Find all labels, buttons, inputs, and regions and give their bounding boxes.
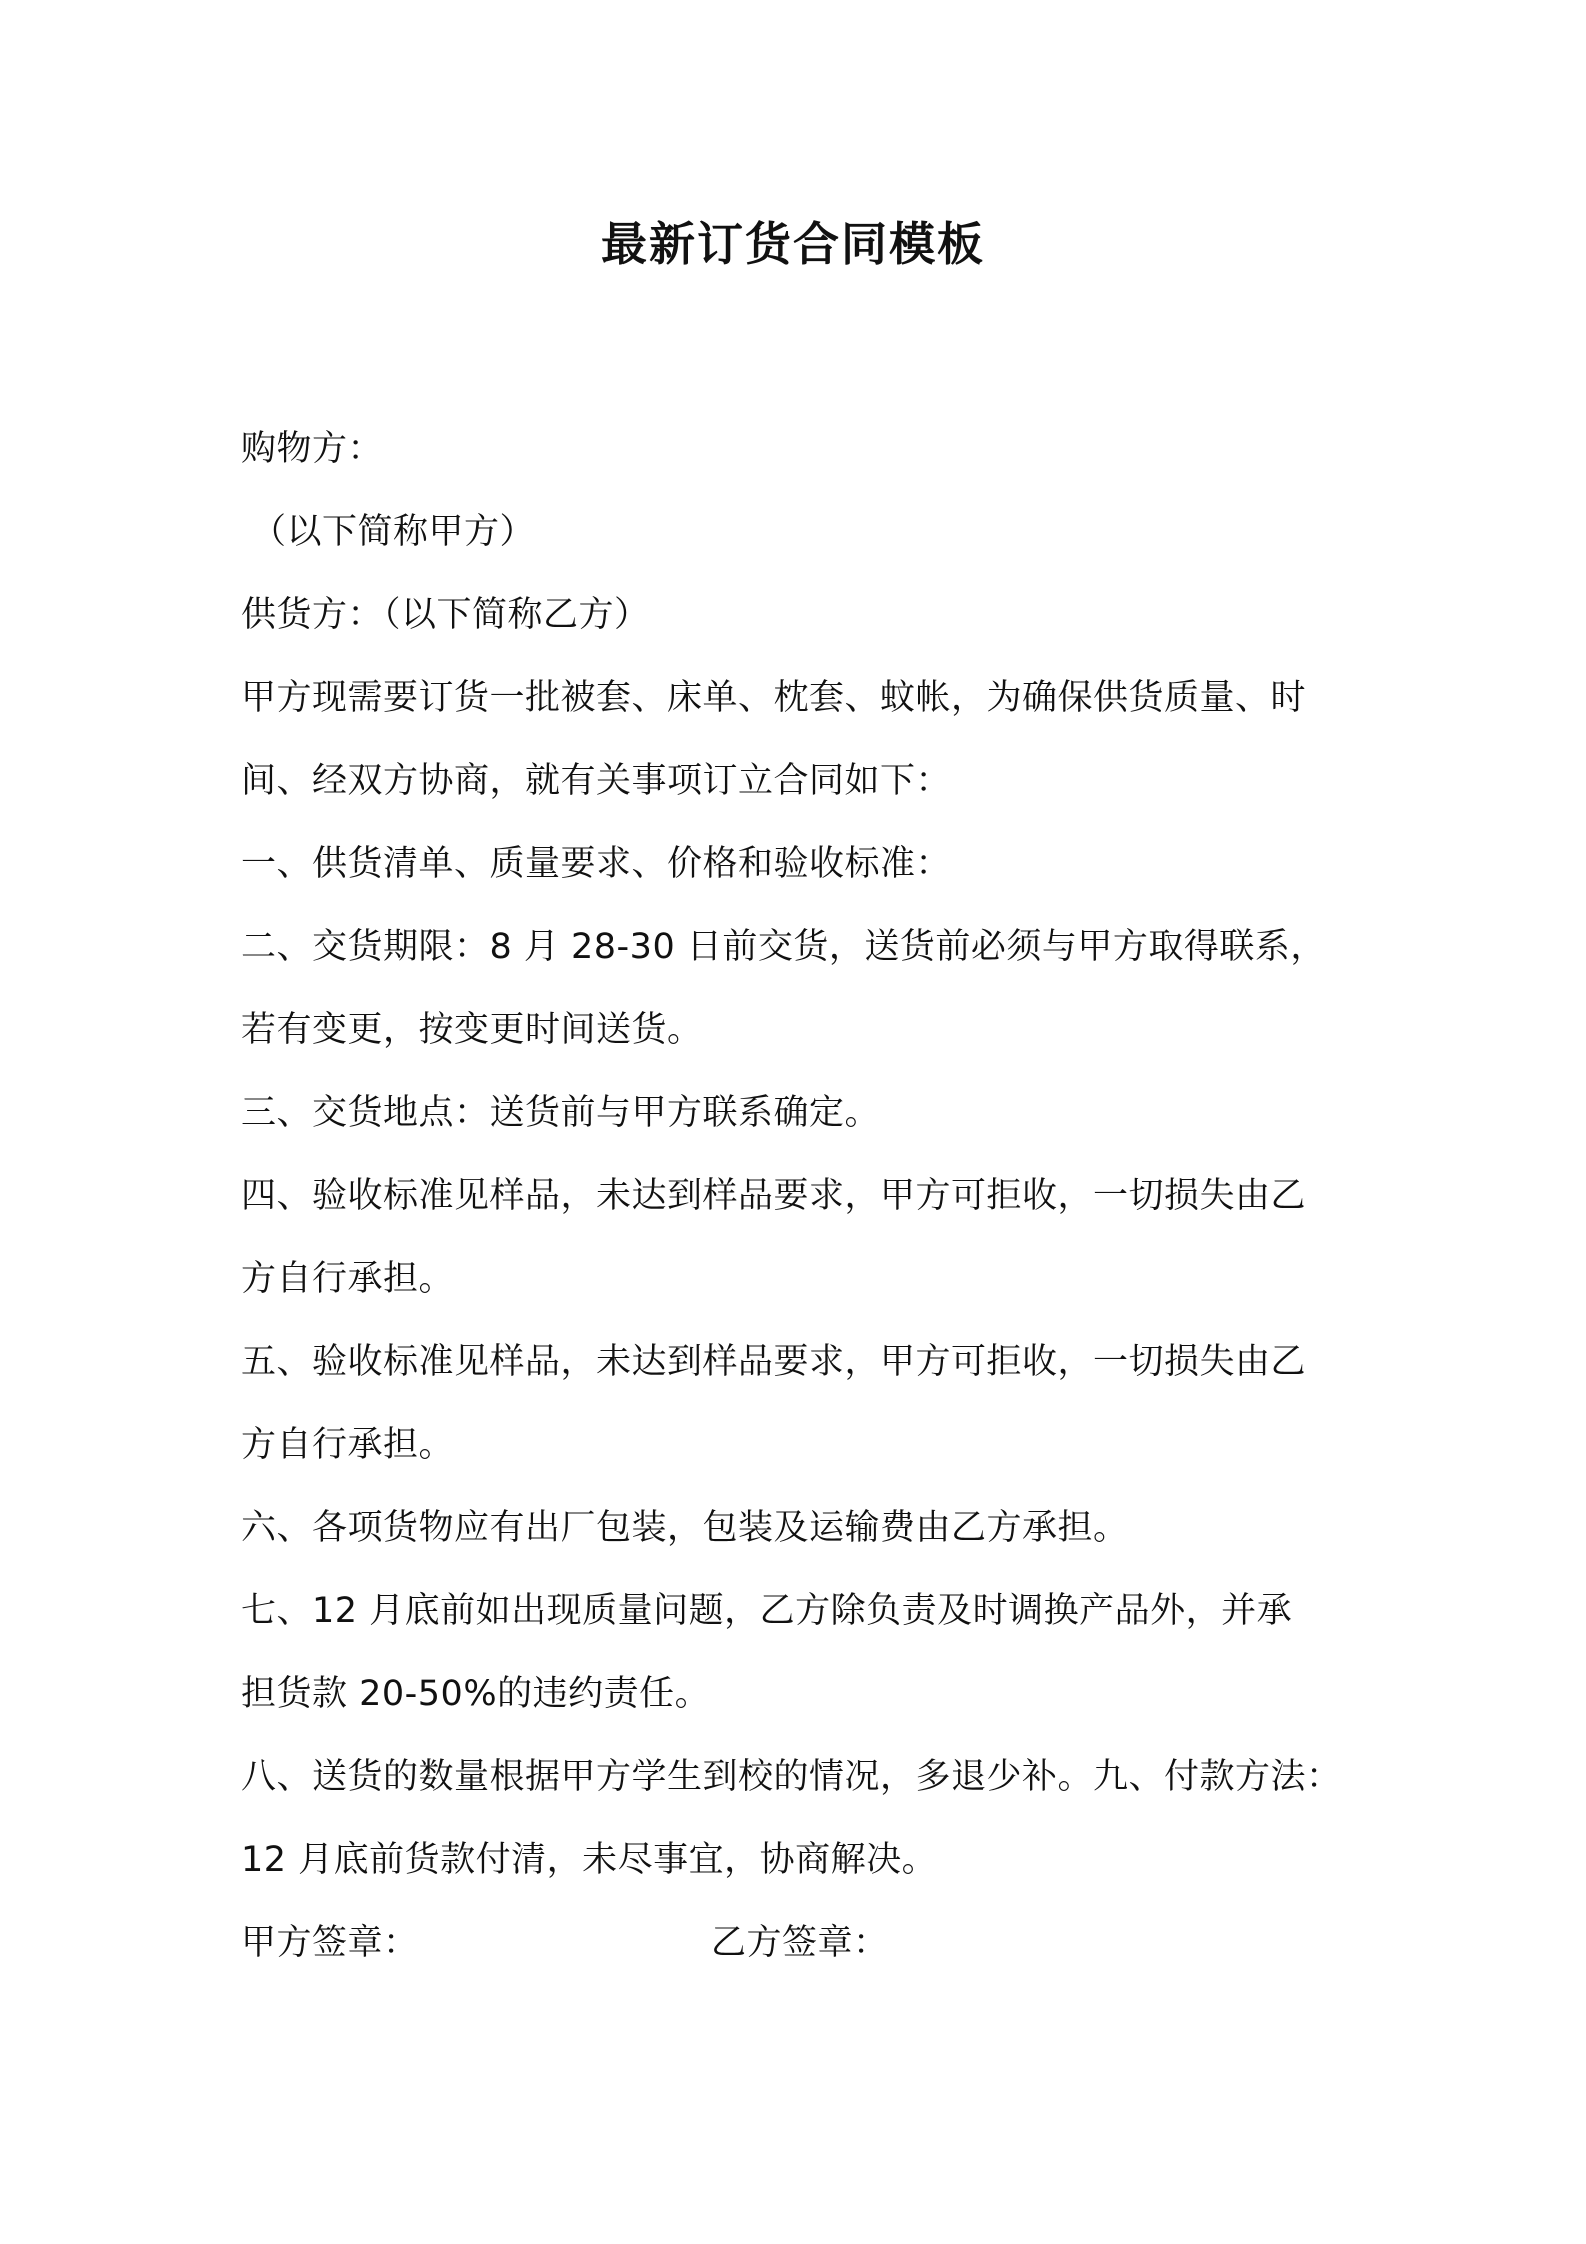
clause-4-line-1: 四、验收标准见样品，未达到样品要求，甲方可拒收，一切损失由乙 <box>241 1176 1307 1216</box>
party-b-signature-label: 乙方签章： <box>711 1923 889 1963</box>
clause-7-line-2: 担货款 20-50%的违约责任。 <box>241 1674 711 1714</box>
clause-3: 三、交货地点：送货前与甲方联系确定。 <box>241 1093 881 1133</box>
supplier-line: 供货方：（以下简称乙方） <box>241 595 650 635</box>
intro-line-2: 间、经双方协商，就有关事项订立合同如下： <box>241 761 952 801</box>
clause-5-line-1: 五、验收标准见样品，未达到样品要求，甲方可拒收，一切损失由乙 <box>241 1342 1307 1382</box>
clause-9-line-2: 12 月底前货款付清，未尽事宜，协商解决。 <box>241 1840 938 1880</box>
clause-2-line-2: 若有变更，按变更时间送货。 <box>241 1010 703 1050</box>
buyer-alias-line: （以下简称甲方） <box>251 512 536 552</box>
party-a-signature-label: 甲方签章： <box>241 1923 419 1963</box>
document-title: 最新订货合同模板 <box>601 217 985 271</box>
buyer-line: 购物方： <box>241 429 384 469</box>
clause-6: 六、各项货物应有出厂包装，包装及运输费由乙方承担。 <box>241 1508 1129 1548</box>
clause-4-line-2: 方自行承担。 <box>241 1259 455 1299</box>
clause-8-9-line-1: 八、送货的数量根据甲方学生到校的情况，多退少补。九、付款方法： <box>241 1757 1342 1797</box>
intro-line-1: 甲方现需要订货一批被套、床单、枕套、蚊帐，为确保供货质量、时 <box>241 678 1307 718</box>
clause-1: 一、供货清单、质量要求、价格和验收标准： <box>241 844 952 884</box>
signature-row <box>241 1902 1361 1985</box>
clause-5-line-2: 方自行承担。 <box>241 1425 455 1465</box>
contract-body <box>241 408 1361 1985</box>
clause-2-line-1: 二、交货期限：8 月 28-30 日前交货，送货前必须与甲方取得联系， <box>241 927 1326 967</box>
clause-7-line-1: 七、12 月底前如出现质量问题，乙方除负责及时调换产品外，并承 <box>241 1591 1293 1631</box>
